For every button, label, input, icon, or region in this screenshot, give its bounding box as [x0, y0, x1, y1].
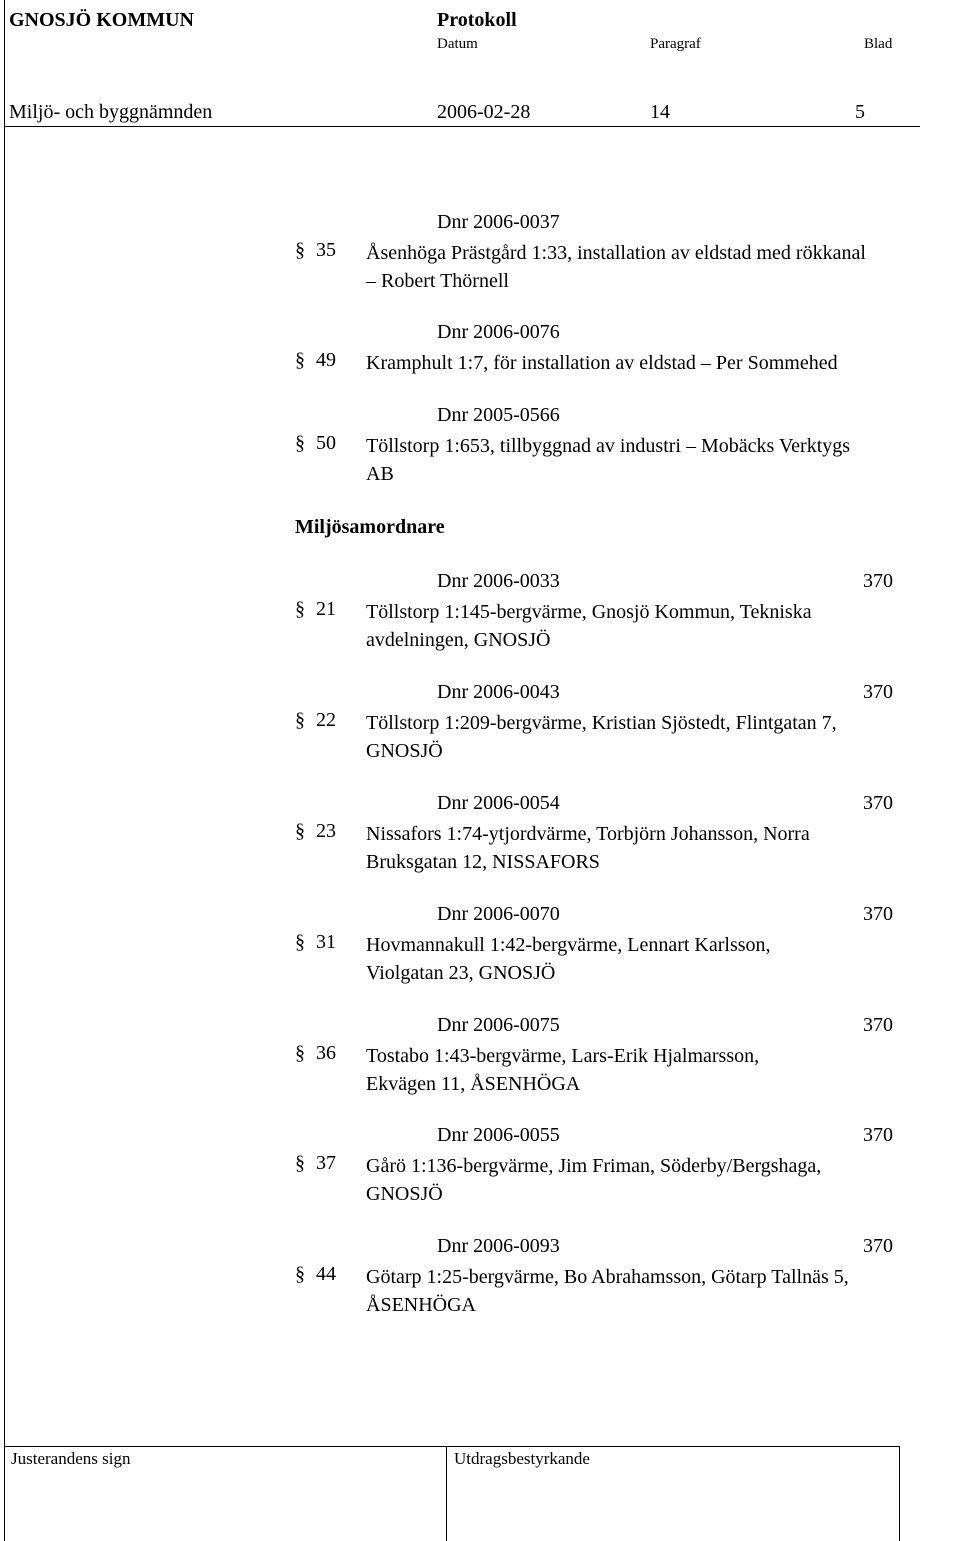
footer-certification-label: Utdragsbestyrkande — [454, 1449, 590, 1468]
item-description-line: Gårö 1:136-bergvärme, Jim Friman, Söderby/Bergshaga, — [366, 1155, 822, 1177]
item-description-line: Bruksgatan 12, NISSAFORS — [366, 851, 600, 873]
section-sign-icon: § — [295, 820, 305, 842]
case-number: Dnr 2006-0043 — [437, 681, 560, 703]
paragraph-number: 23 — [316, 820, 336, 842]
section-sign-icon: § — [295, 349, 305, 371]
classification-code: 370 — [863, 1014, 893, 1036]
item-description-line: Åsenhöga Prästgård 1:33, installation av eldstad med rökkanal — [366, 242, 866, 264]
header-rule — [5, 126, 920, 127]
item-description-line: GNOSJÖ — [366, 740, 443, 762]
paragraph-ref — [295, 709, 336, 732]
paragraph-ref — [295, 931, 336, 954]
paragraph-ref — [295, 432, 336, 455]
classification-code: 370 — [863, 1235, 893, 1257]
footer-rule — [5, 1446, 900, 1447]
committee-name: Miljö- och byggnämnden — [9, 101, 213, 123]
item-description-line: Violgatan 23, GNOSJÖ — [366, 962, 556, 984]
classification-code: 370 — [863, 903, 893, 925]
case-number: Dnr 2006-0075 — [437, 1014, 560, 1036]
item-description-line: Götarp 1:25-bergvärme, Bo Abrahamsson, Götarp Tallnäs 5, — [366, 1266, 849, 1288]
classification-code: 370 — [863, 1124, 893, 1146]
case-number: Dnr 2006-0070 — [437, 903, 560, 925]
paragraph-number: 37 — [316, 1152, 336, 1174]
item-description-line: Ekvägen 11, ÅSENHÖGA — [366, 1073, 581, 1095]
paragraph-number: 36 — [316, 1042, 336, 1064]
case-number: Dnr 2006-0033 — [437, 570, 560, 592]
item-description-line: Tostabo 1:43-bergvärme, Lars-Erik Hjalmarsson, — [366, 1045, 760, 1067]
section-sign-icon: § — [295, 1042, 305, 1064]
paragraph-ref — [295, 598, 336, 621]
date-column-label: Datum — [437, 36, 478, 52]
section-sign-icon: § — [295, 709, 305, 731]
paragraph-number: 21 — [316, 598, 336, 620]
case-number: Dnr 2006-0076 — [437, 321, 560, 343]
classification-code: 370 — [863, 792, 893, 814]
case-number: Dnr 2006-0093 — [437, 1235, 560, 1257]
paragraph-number: 44 — [316, 1263, 336, 1285]
paragraph-ref — [295, 1042, 336, 1065]
item-description-line: Töllstorp 1:653, tillbyggnad av industri – Mobäcks Verktygs — [366, 435, 851, 457]
item-description-line: Töllstorp 1:209-bergvärme, Kristian Sjöstedt, Flintgatan 7, — [366, 712, 837, 734]
case-number: Dnr 2006-0054 — [437, 792, 560, 814]
classification-code: 370 — [863, 570, 893, 592]
item-description-line: Töllstorp 1:145-bergvärme, Gnosjö Kommun, Tekniska — [366, 601, 812, 623]
section-sign-icon: § — [295, 1263, 305, 1285]
item-description-line: avdelningen, GNOSJÖ — [366, 629, 551, 651]
paragraph-number: 35 — [316, 239, 336, 261]
paragraph-ref — [295, 1152, 336, 1175]
paragraph-number: 31 — [316, 931, 336, 953]
item-description-line: GNOSJÖ — [366, 1183, 443, 1205]
footer-divider — [446, 1446, 447, 1541]
item-description-line: AB — [366, 463, 394, 485]
case-number: Dnr 2006-0055 — [437, 1124, 560, 1146]
paragraph-number: 49 — [316, 349, 336, 371]
organization-name: GNOSJÖ KOMMUN — [9, 9, 194, 31]
section-sign-icon: § — [295, 239, 305, 261]
section-title: Miljösamordnare — [295, 516, 445, 538]
item-description-line: Kramphult 1:7, för installation av eldstad – Per Sommehed — [366, 352, 838, 374]
paragraph-ref — [295, 239, 336, 262]
page-column-label: Blad — [864, 36, 893, 52]
section-sign-icon: § — [295, 931, 305, 953]
paragraph-number: 50 — [316, 432, 336, 454]
paragraph-column-label: Paragraf — [650, 36, 701, 52]
classification-code: 370 — [863, 681, 893, 703]
section-sign-icon: § — [295, 598, 305, 620]
section-sign-icon: § — [295, 432, 305, 454]
left-margin-rule — [4, 0, 5, 1541]
paragraph-number: 14 — [650, 101, 670, 123]
document-type: Protokoll — [437, 9, 517, 31]
item-description-line: – Robert Thörnell — [366, 270, 509, 292]
paragraph-ref — [295, 1263, 336, 1286]
paragraph-ref — [295, 349, 336, 372]
footer-right-border — [899, 1446, 900, 1541]
footer-signature-label: Justerandens sign — [11, 1449, 131, 1468]
page-number: 5 — [855, 101, 865, 123]
case-number: Dnr 2005-0566 — [437, 404, 560, 426]
paragraph-ref — [295, 820, 336, 843]
meeting-date: 2006-02-28 — [437, 101, 531, 123]
item-description-line: Hovmannakull 1:42-bergvärme, Lennart Karlsson, — [366, 934, 771, 956]
item-description-line: ÅSENHÖGA — [366, 1294, 476, 1316]
section-sign-icon: § — [295, 1152, 305, 1174]
paragraph-number: 22 — [316, 709, 336, 731]
case-number: Dnr 2006-0037 — [437, 211, 560, 233]
item-description-line: Nissafors 1:74-ytjordvärme, Torbjörn Johansson, Norra — [366, 823, 810, 845]
